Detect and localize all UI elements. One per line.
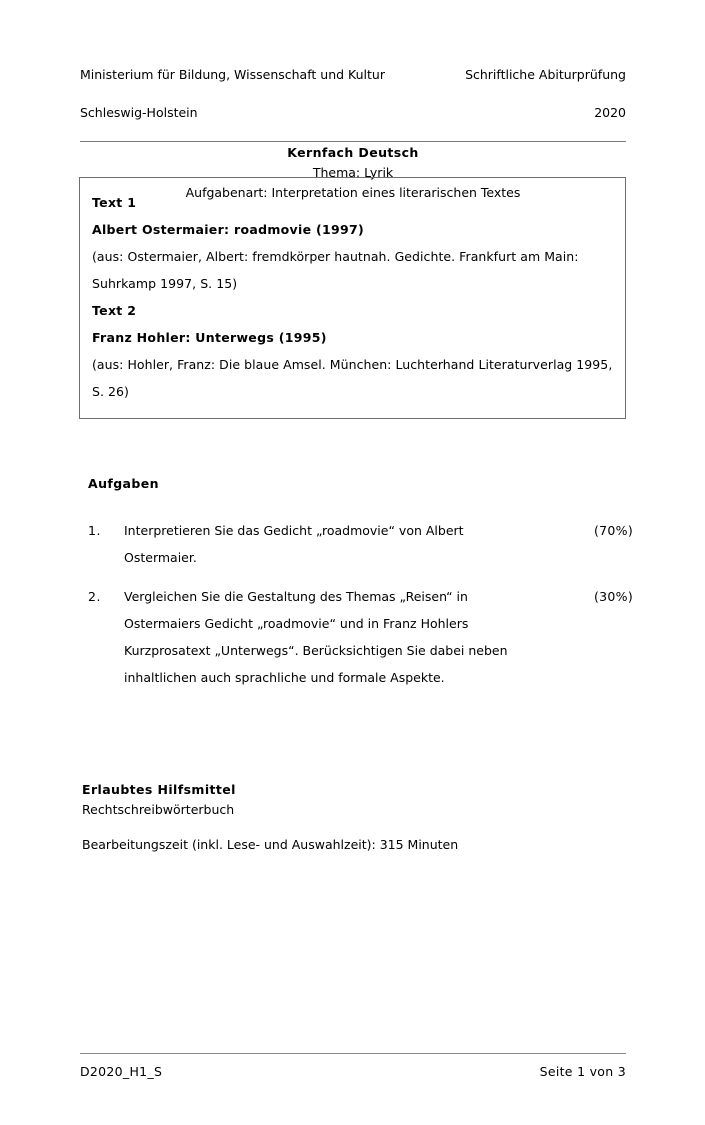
page-number: Seite 1 von 3 — [539, 1064, 626, 1079]
source-texts-box — [79, 177, 626, 419]
page-footer — [80, 1062, 626, 1081]
text-1-title: Albert Ostermaier: roadmovie (1997) — [92, 222, 365, 237]
ministry-line-1: Ministerium für Bildung, Wissenschaft und Kultur — [80, 67, 385, 82]
task-type-line: Aufgabenart: Interpretation eines literarischen Textes — [185, 185, 521, 200]
subject-title: Kernfach Deutsch — [287, 145, 419, 160]
task-2-number: 2. — [88, 589, 101, 604]
header-divider — [80, 141, 626, 142]
topic-line: Thema: Lyrik — [312, 165, 394, 180]
task-item — [88, 517, 633, 571]
task-item — [88, 583, 633, 691]
working-time-line: Bearbeitungszeit (inkl. Lese- und Auswahlzeit): 315 Minuten — [82, 837, 459, 852]
task-1-text: Interpretieren Sie das Gedicht „roadmovie“ von Albert Ostermaier. — [124, 523, 464, 565]
exam-block — [465, 46, 626, 141]
text-1-label: Text 1 — [92, 195, 137, 210]
permitted-aids-value: Rechtschreibwörterbuch — [82, 802, 235, 817]
exam-year: 2020 — [594, 105, 626, 120]
task-1-weight: (70%) — [593, 523, 633, 538]
ministry-line-2: Schleswig-Holstein — [80, 105, 198, 120]
task-2-text: Vergleichen Sie die Gestaltung des Themas „Reisen“ in Ostermaiers Gedicht „roadmovie“ und in Franz Hohlers Kurzprosatext „Unterwegs“. Berücksichtigen Sie dabei neben inhaltlichen auch sprachliche und formale Aspekte. — [124, 589, 508, 685]
task-2-weight: (30%) — [593, 589, 633, 604]
ministry-block — [80, 46, 385, 141]
exam-title: Schriftliche Abiturprüfung — [465, 67, 626, 82]
text-2-label: Text 2 — [92, 303, 137, 318]
tasks-heading: Aufgaben — [88, 476, 159, 491]
permitted-aids-title: Erlaubtes Hilfsmittel — [82, 782, 236, 797]
permitted-aids-block — [82, 780, 628, 819]
text-2-title: Franz Hohler: Unterwegs (1995) — [92, 330, 327, 345]
task-1-number: 1. — [88, 523, 101, 538]
document-id: D2020_H1_S — [80, 1064, 163, 1079]
footer-divider — [80, 1053, 626, 1054]
tasks-list — [88, 517, 633, 703]
header-top-row — [80, 46, 626, 141]
text-2-source: (aus: Hohler, Franz: Die blaue Amsel. München: Luchterhand Literaturverlag 1995, S. 26) — [92, 357, 613, 399]
text-1-source: (aus: Ostermaier, Albert: fremdkörper hautnah. Gedichte. Frankfurt am Main: Suhrkamp 1997, S. 15) — [92, 249, 579, 291]
